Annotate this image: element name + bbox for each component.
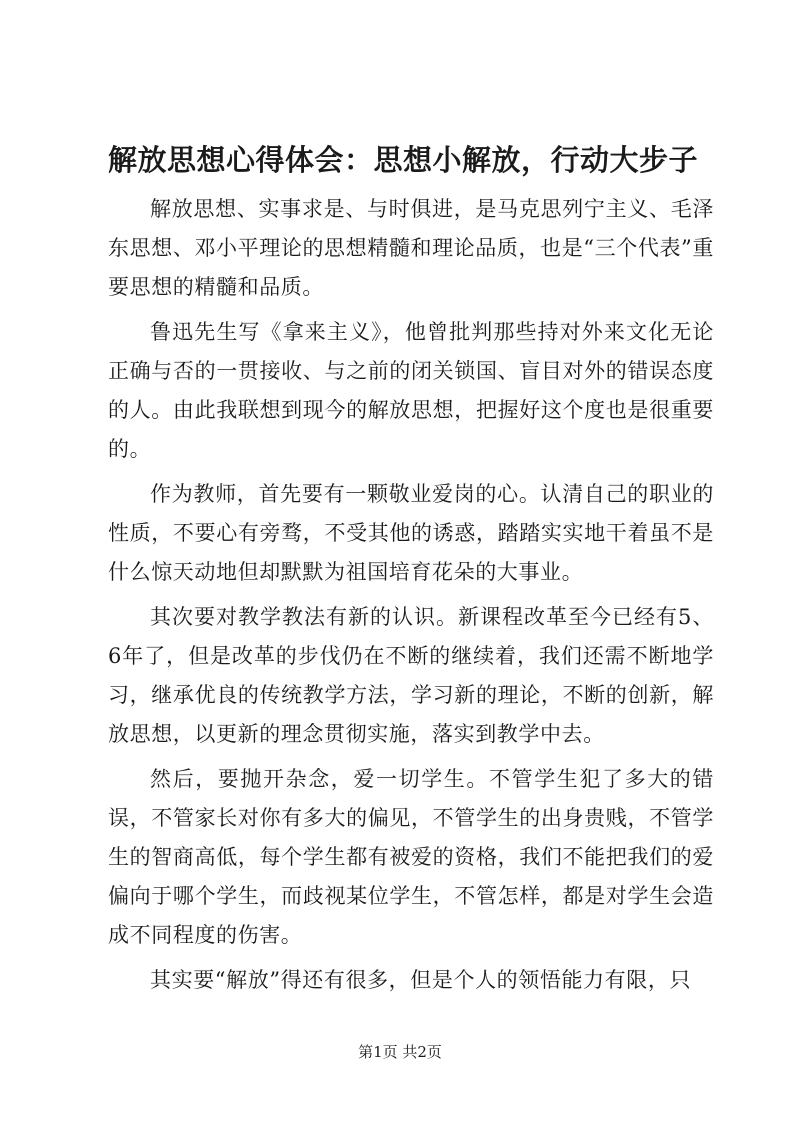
paragraph: 鲁迅先生写《拿来主义》，他曾批判那些持对外来文化无论正确与否的一贯接收、与之前的闭关锁国、盲目对外的错误态度的人。由此我联想到现今的解放思想，把握好这个度也是很重要的。 <box>108 320 714 461</box>
paragraph: 解放思想、实事求是、与时俱进，是马克思列宁主义、毛泽东思想、邓小平理论的思想精髓和理论品质，也是“三个代表”重要思想的精髓和品质。 <box>108 197 714 299</box>
document-title: 解放思想心得体会：思想小解放，行动大步子 <box>108 143 699 177</box>
paragraph: 其实要“解放”得还有很多，但是个人的领悟能力有限，只 <box>150 968 692 992</box>
paragraph: 然后，要抛开杂念，爱一切学生。不管学生犯了多大的错误，不管家长对你有多大的偏见，不管学生的出身贵贱，不管学生的智商高低，每个学生都有被爱的资格，我们不能把我们的爱偏向于哪个学生，而歧视某位学生，不管怎样，都是对学生会造成不同程度的伤害。 <box>108 767 714 947</box>
paragraph: 作为教师，首先要有一颗敬业爱岗的心。认清自己的职业的性质，不要心有旁骛，不受其他的诱惑，踏踏实实地干着虽不是什么惊天动地但却默默为祖国培育花朵的大事业。 <box>108 482 714 584</box>
document-body <box>108 190 714 1006</box>
page-number: 第1页 共2页 <box>358 1043 442 1061</box>
page-footer <box>0 1042 800 1062</box>
paragraph: 其次要对教学教法有新的认识。新课程改革至今已经有5、6年了，但是改革的步伐仍在不断的继续着，我们还需不断地学习，继承优良的传统教学方法，学习新的理论，不断的创新，解放思想，以更新的理念贯彻实施，落实到教学中去。 <box>108 605 714 746</box>
